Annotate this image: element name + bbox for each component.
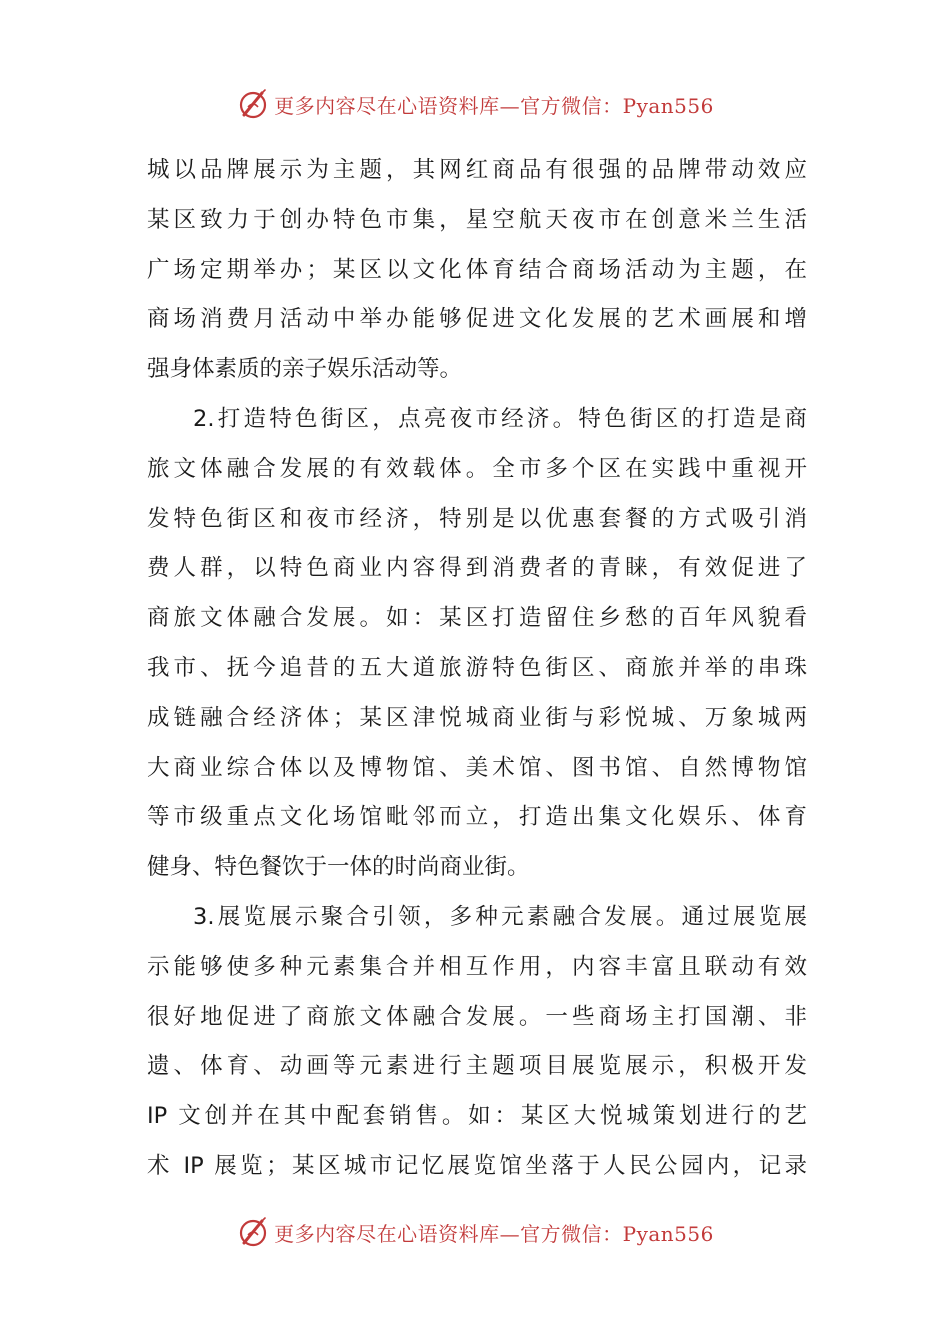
pen-circle-logo-icon	[236, 1215, 270, 1249]
text-line: 示能够使多种元素集合并相互作用，内容丰富且联动有效	[147, 953, 807, 980]
header-banner	[0, 84, 950, 124]
text-line: 成链融合经济体；某区津悦城商业街与彩悦城、万象城两	[147, 704, 807, 731]
text-line: 遗、体育、动画等元素进行主题项目展览展示，积极开发	[147, 1053, 807, 1080]
text-line: 旅文体融合发展的有效载体。全市多个区在实践中重视开	[147, 455, 807, 482]
document-body	[147, 146, 807, 1192]
header-banner-text: 更多内容尽在心语资料库—官方微信：Pyan556	[274, 93, 714, 118]
text-line: 费人群，以特色商业内容得到消费者的青睐，有效促进了	[147, 555, 807, 582]
text-line: 术 IP 展览；某区城市记忆展览馆坐落于人民公园内，记录	[147, 1152, 807, 1179]
text-line: 健身、特色餐饮于一体的时尚商业街。	[147, 854, 530, 881]
text-line: 发特色街区和夜市经济，特别是以优惠套餐的方式吸引消	[147, 505, 807, 532]
text-line: 商旅文体融合发展。如：某区打造留住乡愁的百年风貌看	[147, 605, 807, 632]
text-line: 很好地促进了商旅文体融合发展。一些商场主打国潮、非	[147, 1003, 807, 1030]
text-line: 广场定期举办；某区以文化体育结合商场活动为主题，在	[147, 256, 807, 283]
text-line: 等市级重点文化场馆毗邻而立，打造出集文化娱乐、体育	[147, 804, 807, 831]
text-line: 城以品牌展示为主题，其网红商品有很强的品牌带动效应	[147, 157, 807, 183]
text-line: 商场消费月活动中举办能够促进文化发展的艺术画展和增	[147, 306, 807, 333]
text-line: IP 文创并在其中配套销售。如：某区大悦城策划进行的艺	[147, 1103, 807, 1130]
pen-circle-logo-icon	[236, 87, 270, 121]
text-line: 3.展览展示聚合引领，多种元素融合发展。通过展览展	[193, 903, 807, 930]
footer-banner-text: 更多内容尽在心语资料库—官方微信：Pyan556	[274, 1221, 714, 1246]
text-line: 2.打造特色街区，点亮夜市经济。特色街区的打造是商	[193, 405, 807, 432]
text-line: 强身体素质的亲子娱乐活动等。	[147, 356, 463, 383]
text-line: 我市、抚今追昔的五大道旅游特色街区、商旅并举的串珠	[147, 654, 807, 681]
footer-banner	[0, 1212, 950, 1252]
text-line: 某区致力于创办特色市集，星空航天夜市在创意米兰生活	[147, 206, 807, 233]
text-line: 大商业综合体以及博物馆、美术馆、图书馆、自然博物馆	[147, 754, 807, 781]
